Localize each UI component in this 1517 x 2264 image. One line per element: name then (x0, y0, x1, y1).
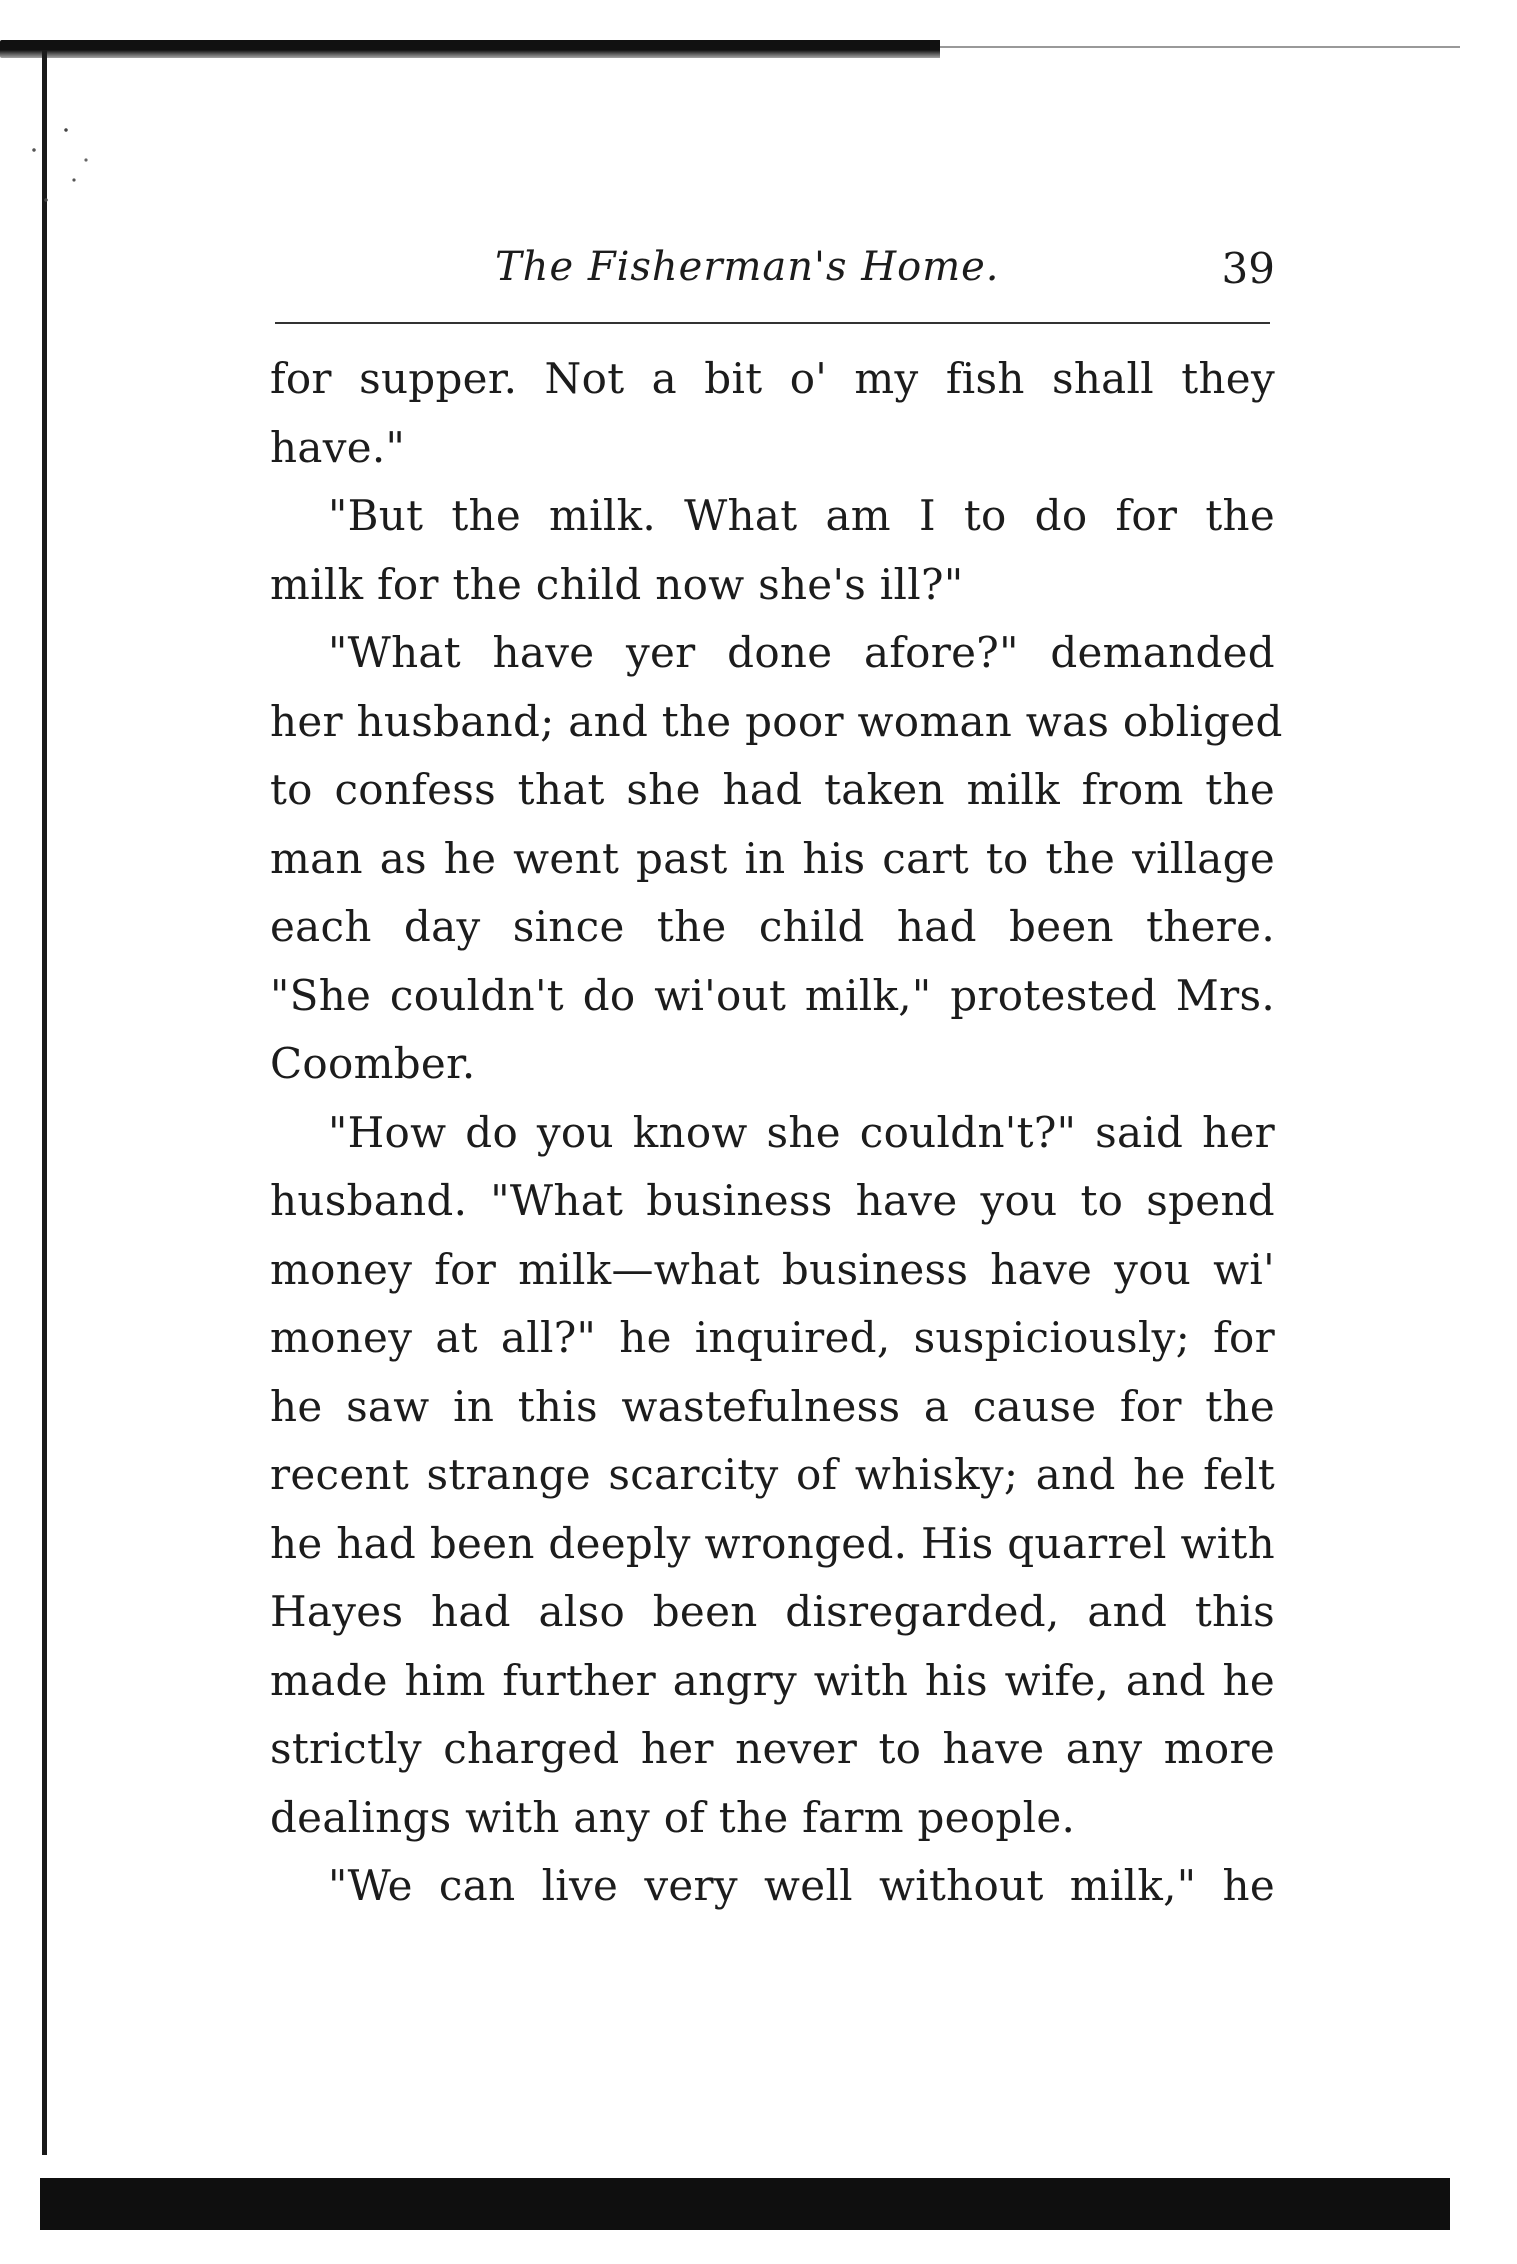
text-line: he had been deeply wronged. His quarrel with (270, 1518, 1275, 1568)
text-line: for supper. Not a bit o' my fish shall they (270, 354, 1275, 403)
text-line: "How do you know she couldn't?" said her (328, 1107, 1275, 1157)
text-line: man as he went past in his cart to the village (270, 833, 1275, 883)
text-line: to confess that she had taken milk from the (270, 765, 1275, 814)
text-line: money at all?" he inquired, suspiciously; for (270, 1313, 1275, 1362)
text-line: her husband; and the poor woman was obliged (270, 696, 1283, 746)
text-line: Coomber. (270, 1039, 476, 1088)
text-line: "She couldn't do wi'out milk," protested Mrs. (270, 970, 1275, 1020)
running-head (275, 244, 1275, 314)
body-text (270, 345, 1283, 1921)
page-number: 39 (1221, 244, 1275, 293)
page-top-border (0, 40, 940, 58)
text-line: money for milk—what business have you wi' (270, 1244, 1275, 1294)
page-top-border-fade (940, 46, 1460, 48)
text-line: strictly charged her never to have any more (270, 1724, 1275, 1773)
header-rule (275, 322, 1270, 324)
text-line: "What have yer done afore?" demanded (328, 628, 1275, 677)
text-line: he saw in this wastefulness a cause for the (270, 1381, 1275, 1431)
text-line: recent strange scarcity of whisky; and he felt (270, 1450, 1275, 1499)
text-line: have." (270, 422, 406, 472)
text-line: made him further angry with his wife, and he (270, 1655, 1275, 1705)
text-line: each day since the child had been there. (270, 902, 1275, 951)
page-bottom-border (40, 2178, 1450, 2230)
text-line: "We can live very well without milk," he (328, 1861, 1275, 1910)
running-title: The Fisherman's Home. (495, 244, 1000, 290)
text-line: dealings with any of the farm people. (270, 1792, 1076, 1842)
page-left-border (42, 50, 47, 2155)
scan-speckle (18, 120, 98, 220)
text-line: Hayes had also been disregarded, and this (270, 1587, 1275, 1636)
text-line: milk for the child now she's ill?" (270, 559, 964, 609)
text-line: "But the milk. What am I to do for the (328, 491, 1275, 540)
text-line: husband. "What business have you to spend (270, 1176, 1275, 1225)
